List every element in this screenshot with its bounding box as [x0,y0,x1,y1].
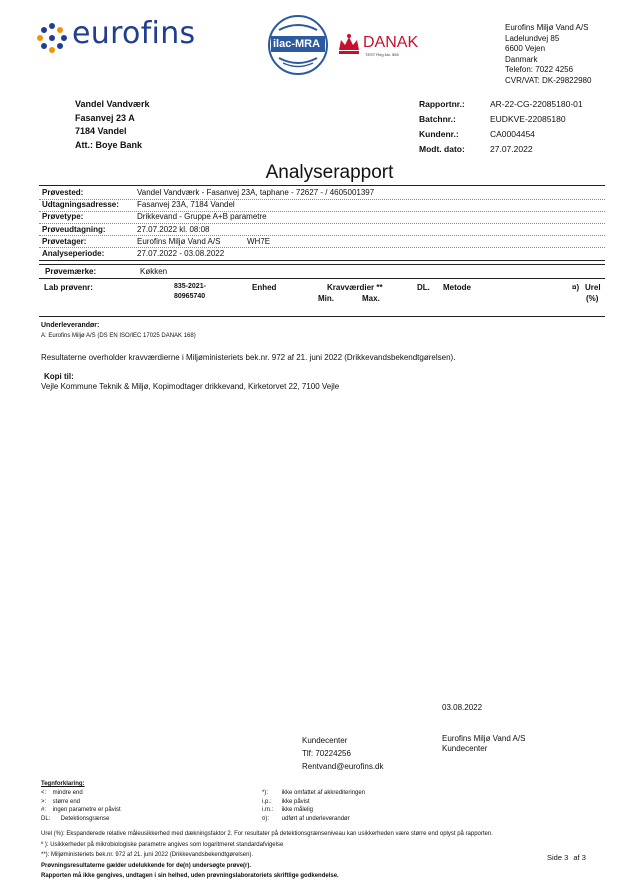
page-side-label: Side [547,853,563,862]
legend-item [41,789,121,798]
recipient-line: 7184 Vandel [75,126,127,136]
page-total: 3 [581,853,586,862]
danak-text: DANAK [363,34,419,51]
max-header: Max. [362,294,380,303]
legend-symbol: >: [41,798,47,805]
legend-item [41,798,121,807]
legend-text: større end [52,798,81,805]
legend-note: º ): Usikkerheder på mikrobiologiske parametre angives som logaritmeret standardafvigelse [41,841,284,848]
meta-row [419,127,583,142]
dotted-divider [39,211,605,212]
legend-text: ikke målelig [281,807,314,814]
divider [39,260,605,261]
meta-row [419,112,583,127]
contact-right [442,734,525,754]
sample-row [42,187,374,199]
ilac-mra-logo [267,14,329,76]
legend-symbol: <: [41,790,47,796]
divider [39,316,605,317]
meta-value: EUDKVE-22085180 [490,114,566,124]
sample-row [42,199,374,211]
page-number [547,853,586,862]
legend-item [262,798,365,807]
eurofins-logo-text: eurofins [72,16,196,51]
legend-symbol: ¤): [262,815,270,822]
divider [39,185,605,186]
contact-left [302,734,384,773]
requirements-header: Kravværdier ** [327,283,383,292]
dotted-divider [39,199,605,200]
copy-line: Vejle Kommune Teknik & Miljø, Kopimodtager drikkevand, Kirketorvet 22, 7100 Vejle [41,382,340,391]
legend-right [262,789,365,823]
meta-label: Modt. dato: [419,144,465,154]
address-line: Danmark [505,54,538,64]
meta-label: Batchnr.: [419,114,456,124]
sample-label: Udtagningsadresse: [42,200,119,210]
sample-label: Prøveudtagning: [42,224,106,234]
address-line: Telefon: 7022 4256 [505,65,574,75]
crown-icon [337,32,361,56]
divider [39,264,605,265]
legend-item [41,806,121,815]
urel-header: Urel [585,283,601,292]
recipient-line: Fasanvej 23 A [75,112,135,123]
legend-item [262,806,365,815]
sampler-code: WH7E [247,236,271,246]
sample-label: Prøvested: [42,188,84,197]
recipient-line: Vandel Vandværk [75,99,150,109]
meta-row [419,142,583,157]
page-of-label: af [573,853,580,862]
lab-no-part2: 80965740 [174,293,206,300]
danak-logo [337,30,427,60]
company-address [505,23,591,87]
meta-value: CA0004454 [490,129,535,139]
legend-item [41,815,121,824]
sample-remark-value: Køkken [140,267,168,276]
contact-line: Kundecenter [302,736,348,745]
sign-date: 03.08.2022 [442,703,483,712]
contact-line: Eurofins Miljø Vand A/S [442,734,526,743]
report-title: Analyserapport [265,162,394,183]
ilac-mra-text: ilac-MRA [273,38,321,50]
sample-value: Drikkevand - Gruppe A+B parametre [137,212,267,222]
legend-text: udført af underleverandør [281,815,350,822]
sample-label: Analyseperiode: [42,249,105,259]
sample-value: Fasanvej 23A, 7184 Vandel [137,200,235,210]
legend-symbol: i.m.: [262,807,274,814]
contact-line: Tlf: 70224256 [302,749,351,758]
dl-header: DL. [417,283,430,292]
meta-value: AR-22-CG-22085180-01 [490,99,583,109]
legend-left [41,789,121,823]
dotted-divider [39,235,605,236]
sample-value: 27.07.2022 kl. 08:08 [137,224,210,234]
legend-symbol: #: [41,807,47,814]
legend-symbol: i.p.: [262,798,272,805]
legend-footer: Rapporten må ikke gengives, undtagen i sin helhed, uden prøvningslaboratoriets skriftlige godkendelse. [41,873,339,880]
method-header: Metode [443,283,471,292]
page-current: 3 [564,853,569,862]
legend-text: mindre end [52,790,83,796]
meta-value: 27.07.2022 [490,144,533,154]
address-line: Eurofins Miljø Vand A/S [505,23,589,32]
meta-row [419,97,583,112]
dotted-divider [39,247,605,248]
subcontractor-line: A: Eurofins Miljø A/S (DS EN ISO/IEC 17025 DANAK 168) [41,333,196,339]
sample-label: Prøvetype: [42,212,84,222]
contact-line: Rentvand@eurofins.dk [302,762,384,771]
legend-heading: Tegnforklaring: [41,781,85,787]
legend-footer: Prøvningsresultaterne gælder udelukkende for de(n) undersøgte prøve(r). [41,862,252,869]
copy-heading: Kopi til: [44,372,74,381]
legend-item [262,815,365,824]
legend-notes [41,829,493,882]
urel-prefix: ¤) [572,283,580,292]
min-header: Min. [318,294,334,303]
subcontractor-heading: Underleverandør: [41,322,100,329]
lab-no-part1: 835-2021- [174,283,206,290]
sample-remark [45,267,167,276]
sample-remark-label: Prøvemærke: [45,267,97,276]
legend-item [262,789,365,798]
sample-label: Prøvetager: [42,236,87,246]
address-line: Ladelundvej 85 [505,33,560,43]
danak-reg-text: TEST Reg.No. 555 [365,52,399,57]
legend-note: Urel (%): Ekspanderede relative måleusikkerhed med dækningsfaktor 2. For resultater på detektionsgrænseniveau kan usikkerheden være større end oplyst på rapporten. [41,831,493,837]
recipient-line: Att.: Boye Bank [75,139,143,150]
legend-note: **): Miljøministeriets bek.nr. 972 af 21. juni 2022 (Drikkevandsbekendtgørelsen). [41,852,254,859]
sample-row [42,224,374,236]
address-line: 6600 Vejen [505,44,546,54]
sample-value: 27.07.2022 - 03.08.2022 [137,249,225,259]
legend-text: Detektionsgrænse [60,815,110,822]
sample-value: Eurofins Miljø Vand A/S [137,236,221,246]
address-line: CVR/VAT: DK-29822980 [505,75,592,85]
table-header [39,279,605,315]
legend-text: ingen parametre er påvist [52,807,121,814]
sample-row [42,248,374,260]
report-meta [419,97,583,157]
contact-line: Kundecenter [442,744,488,753]
eurofins-mark-icon [36,22,68,54]
meta-label: Kundenr.: [419,129,459,139]
unit-header: Enhed [252,283,277,292]
legend-symbol: DL: [41,815,51,822]
urel-pct-header: (%) [586,294,599,303]
recipient-block [75,98,150,152]
legend-text: ikke omfattet af akkrediteringen [281,790,366,796]
sample-value: Vandel Vandværk - Fasanvej 23A, taphane - 72627 - / 4605001397 [137,188,375,197]
dotted-divider [39,223,605,224]
compliance-text: Resultaterne overholder kravværdierne i Miljøministeriets bek.nr. 972 af 21. juni 2022 (Drikkevandsbekendtgørelsen). [41,353,456,362]
legend-symbol: *): [262,790,268,796]
eurofins-logo [36,16,196,56]
sample-row [42,211,374,223]
meta-label: Rapportnr.: [419,99,465,109]
legend-text: ikke påvist [281,798,310,805]
lab-no-label: Lab prøvenr: [44,283,93,292]
